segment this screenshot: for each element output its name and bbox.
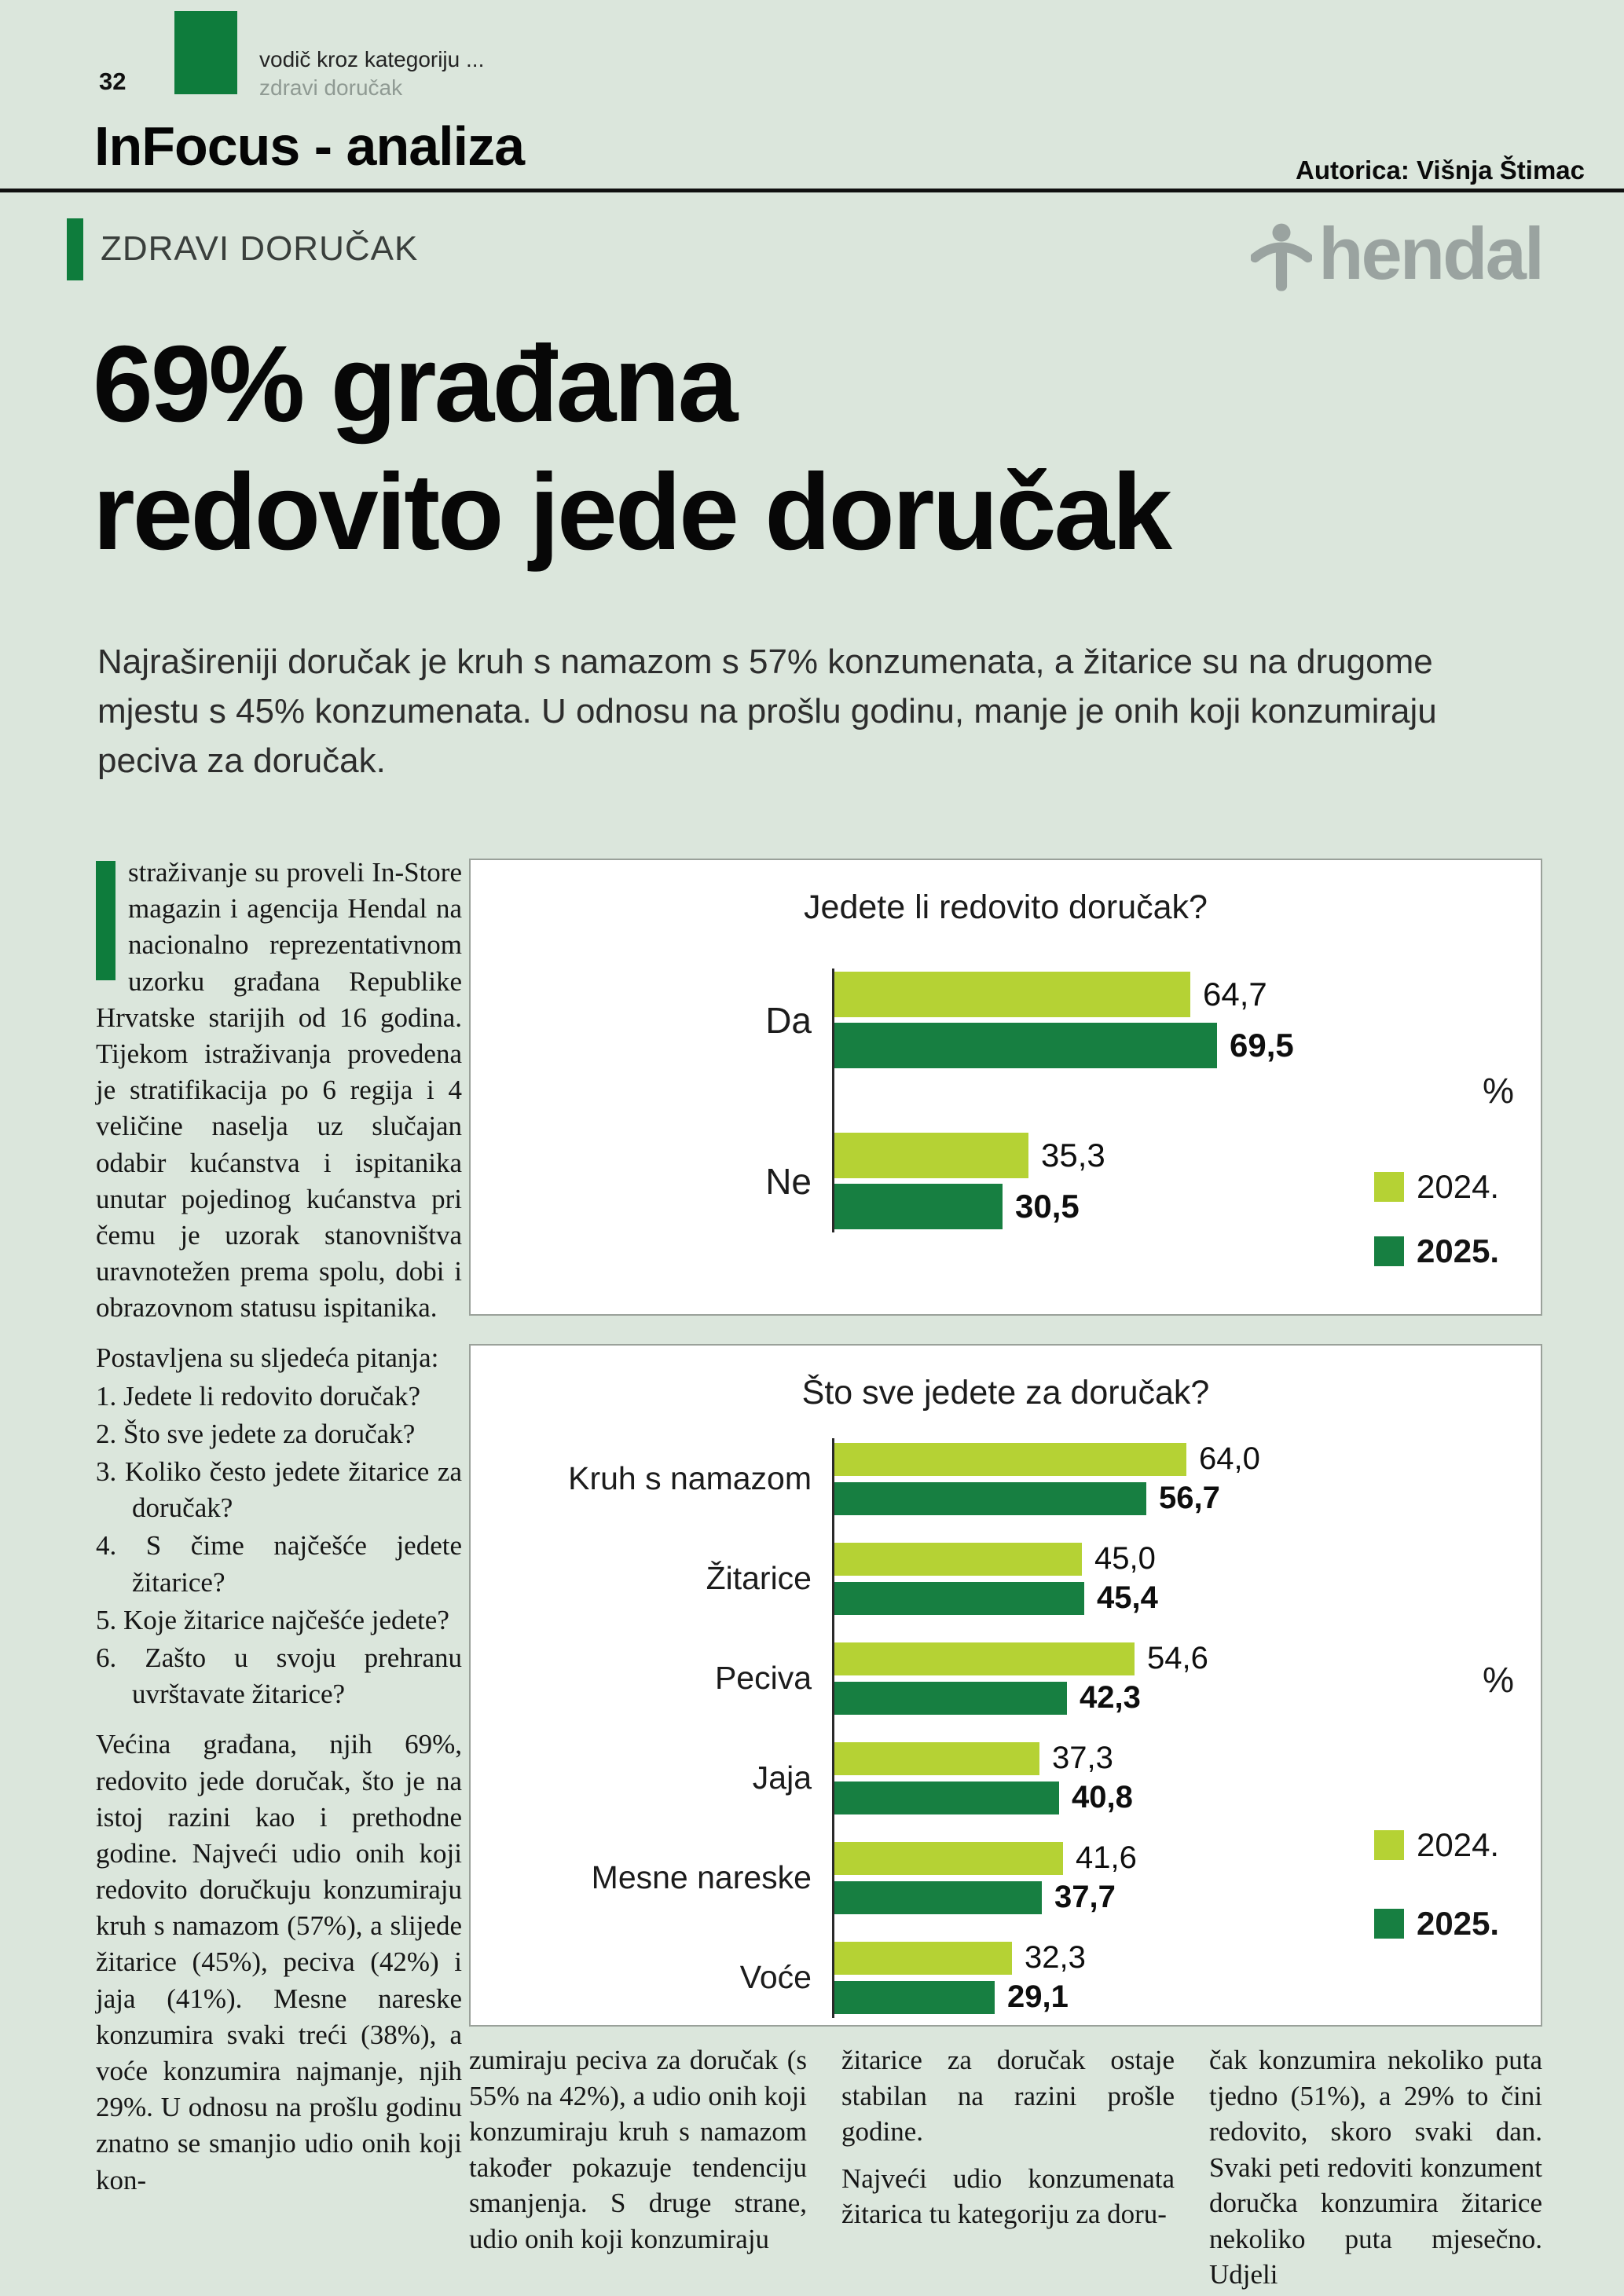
bar-value-label: 37,3 (1052, 1741, 1113, 1775)
chart-y-axis (832, 969, 834, 1232)
chart-bar-line (834, 1840, 1137, 1876)
bar-2025-mesne-nareske (834, 1881, 1042, 1914)
body-paragraph: žitarice za doručak ostaje stabilan na razini prošle godine. (841, 2045, 1175, 2147)
bar-2024-vo-e (834, 1942, 1012, 1975)
text-column-1 (469, 2042, 807, 2293)
legend-label: 2024. (1417, 1168, 1500, 1205)
chart-title: Što sve jedete za doručak? (801, 1374, 1210, 1412)
bar-value-label: 64,0 (1199, 1441, 1260, 1476)
chart-bar-line (834, 1133, 1105, 1178)
category-kicker (259, 46, 484, 103)
chart-category-label: Kruh s namazom (568, 1460, 812, 1496)
article-body-column (96, 855, 462, 2199)
chart-bar-group (834, 972, 1294, 1068)
legend-item (1374, 1168, 1499, 1206)
kicker-line-1: vodič kroz kategoriju ... (259, 47, 485, 71)
chart-row (471, 1541, 1260, 1616)
body-paragraph: zumiraju peciva za doručak (s 55% na 42%), a udio onih koji konzumiraju kruh s namazom također pokazuje tendenciju smanjenja. S druge strane, udio onih koji konzumiraju (469, 2045, 807, 2254)
chart-category-label: Voće (739, 1959, 812, 1995)
header-rule (0, 189, 1624, 192)
legend-label: 2025. (1417, 1232, 1500, 1269)
paragraph-text: straživanje su proveli In-Store magazin i agencija Hendal na nacionalno reprezentativnom uzorku građana Republike Hrvatske starijih od 16 godina. Tijekom istraživanja provedena je stratifikacija po 6 regija i 4 veličine naselja uz slučajan odabir kućanstva i ispitanika unutar pojedinog kućanstva pri čemu je uzorak stanovništva uravnotežen prema spolu, dobi i obrazovnom statusu ispitanika. (96, 857, 462, 1324)
chart-category-label: Ne (765, 1160, 812, 1202)
bottom-text-columns (469, 2042, 1542, 2293)
body-paragraph: čak konzumira nekoliko puta tjedno (51%), a 29% to čini redovito, skoro svaki dan. Svaki peti redoviti konzument doručka konzumira žitarice nekoliko puta mjesečno. Udjeli (1209, 2045, 1542, 2290)
bar-value-label: 42,3 (1080, 1680, 1141, 1715)
chart-category-label: Žitarice (706, 1560, 812, 1596)
legend-item (1374, 1826, 1499, 1864)
bar-2025--itarice (834, 1582, 1084, 1615)
chart-row (471, 1940, 1260, 2015)
hendal-logo (1251, 212, 1542, 295)
category-accent-bar (67, 218, 83, 280)
body-paragraph-1 (96, 855, 462, 1326)
chart-category-label: Da (765, 999, 812, 1041)
chart-bar-line (834, 1741, 1133, 1776)
bar-value-label: 32,3 (1025, 1940, 1086, 1975)
page-number: 32 (99, 68, 126, 95)
chart-bar-line (834, 1541, 1158, 1576)
bar-2025-da (834, 1023, 1217, 1068)
bar-2024-ne (834, 1133, 1028, 1178)
chart-bar-line (834, 1184, 1105, 1229)
article-standfirst: Najrašireniji doručak je kruh s namazom s 57% konzumenata, a žitarice su na drugome mjestu s 45% konzumenata. U odnosu na prošlu godinu, manje je onih koji konzumiraju peciva za doručak. (97, 643, 1437, 780)
chart-plot-area (471, 972, 1294, 1229)
bar-2025-kruh-s-namazom (834, 1482, 1146, 1515)
chart-bar-group (834, 1641, 1208, 1716)
chart-bar-line (834, 1580, 1158, 1616)
chart-bar-line (834, 1979, 1086, 2015)
chart-bar-line (834, 1880, 1137, 1915)
category-label: ZDRAVI DORUČAK (101, 229, 419, 268)
legend-swatch (1374, 1909, 1404, 1939)
legend-label: 2025. (1417, 1905, 1500, 1942)
bar-2025-jaja (834, 1782, 1059, 1814)
chart-bar-line (834, 1680, 1208, 1716)
legend-swatch (1374, 1830, 1404, 1860)
bar-value-label: 41,6 (1076, 1840, 1137, 1875)
legend-item (1374, 1905, 1499, 1943)
question-item-3: 3. Koliko često jedete žitarice za doručak? (96, 1456, 462, 1524)
chart-row (471, 1641, 1260, 1716)
legend-swatch (1374, 1172, 1404, 1202)
bar-value-label: 54,6 (1147, 1641, 1208, 1675)
bar-value-label: 45,0 (1094, 1541, 1156, 1576)
chart-row (471, 972, 1294, 1068)
chart-legend (1374, 1826, 1499, 1983)
body-paragraph-2: Većina građana, njih 69%, redovito jede doručak, što je na istoj razini kao i prethodne godine. Najveći udio onih koji redovito doručkuju konzumiraju kruh s namazom (57%), a slijede žitarice (45%), peciva (42%) i jaja (41%). Mesne nareske konzumira svaki treći (38%), a voće konzumira najmanje, njih 29%. U odnosu na prošlu godinu znatno se smanjio udio onih koji kon- (96, 1729, 462, 2195)
bar-value-label: 40,8 (1072, 1780, 1133, 1814)
chart-row (471, 1441, 1260, 1516)
chart-bar-group (834, 1741, 1133, 1815)
bar-value-label: 37,7 (1054, 1880, 1116, 1914)
chart-bar-group (834, 1441, 1260, 1516)
chart-bar-line (834, 1780, 1133, 1815)
kicker-line-2: zdravi doručak (259, 75, 403, 101)
chart-row (471, 1840, 1260, 1915)
question-item-1: 1. Jedete li redovito doručak? (96, 1380, 421, 1412)
article-headline (93, 320, 1170, 577)
question-item-6: 6. Zašto u svoju prehranu uvrštavate žitarice? (96, 1642, 462, 1710)
bar-value-label: 69,5 (1230, 1027, 1294, 1064)
brand-wordmark: hendal (1318, 212, 1542, 295)
headline-line-1: 69% građana (93, 324, 736, 445)
bar-2025-ne (834, 1184, 1003, 1229)
legend-label: 2024. (1417, 1826, 1500, 1863)
chart-regular-breakfast (469, 859, 1542, 1316)
bar-value-label: 45,4 (1097, 1580, 1158, 1615)
questions-intro: Postavljena su sljedeća pitanja: (96, 1342, 439, 1374)
chart-category-label: Jaja (752, 1760, 812, 1796)
question-item-2: 2. Što sve jedete za doručak? (96, 1418, 416, 1449)
dropcap-initial-i (96, 861, 115, 980)
chart-bar-line (834, 1441, 1260, 1477)
bar-2024-kruh-s-namazom (834, 1443, 1186, 1476)
chart-category-label: Peciva (714, 1660, 812, 1696)
bar-2024-jaja (834, 1742, 1039, 1775)
chart-category-label: Mesne nareske (591, 1859, 812, 1895)
chart-bar-group (834, 1840, 1137, 1915)
chart-legend (1374, 1168, 1499, 1297)
bar-2025-vo-e (834, 1981, 995, 2014)
text-column-2 (841, 2042, 1175, 2293)
chart-bar-line (834, 1940, 1086, 1976)
bar-value-label: 30,5 (1015, 1188, 1080, 1225)
chart-unit-label: % (1483, 1660, 1515, 1700)
bar-2024-da (834, 972, 1190, 1017)
chart-y-axis (832, 1438, 834, 2018)
body-paragraph: Najveći udio konzumenata žitarica tu kategoriju za doru- (841, 2162, 1175, 2229)
bar-value-label: 35,3 (1041, 1137, 1105, 1174)
author-byline: Autorica: Višnja Štimac (1295, 156, 1585, 185)
chart-title: Jedete li redovito doručak? (804, 888, 1208, 926)
chart-bar-line (834, 1023, 1294, 1068)
bar-value-label: 29,1 (1007, 1979, 1069, 2014)
section-title: InFocus - analiza (94, 115, 524, 177)
question-item-5: 5. Koje žitarice najčešće jedete? (96, 1604, 449, 1635)
chart-breakfast-items (469, 1344, 1542, 2027)
legend-item (1374, 1232, 1499, 1270)
bar-value-label: 64,7 (1203, 976, 1267, 1013)
chart-row (471, 1741, 1260, 1815)
chart-bar-line (834, 1481, 1260, 1516)
person-icon (1251, 218, 1312, 294)
chart-plot-area (471, 1441, 1260, 2015)
headline-line-2: redovito jede doručak (93, 451, 1171, 573)
bar-2024-mesne-nareske (834, 1842, 1063, 1875)
bar-value-label: 56,7 (1159, 1481, 1220, 1515)
chart-unit-label: % (1483, 1071, 1515, 1111)
chart-bar-group (834, 1133, 1105, 1229)
chart-bar-group (834, 1940, 1086, 2015)
bar-2024-peciva (834, 1642, 1135, 1675)
question-item-4: 4. S čime najčešće jedete žitarice? (96, 1530, 462, 1598)
bar-2025-peciva (834, 1682, 1067, 1715)
bar-2024--itarice (834, 1543, 1082, 1576)
chart-bar-group (834, 1541, 1158, 1616)
chart-row (471, 1133, 1294, 1229)
chart-bar-line (834, 972, 1294, 1017)
legend-swatch (1374, 1236, 1404, 1266)
chart-bar-line (834, 1641, 1208, 1676)
text-column-3 (1209, 2042, 1542, 2293)
category-color-block (174, 11, 237, 94)
